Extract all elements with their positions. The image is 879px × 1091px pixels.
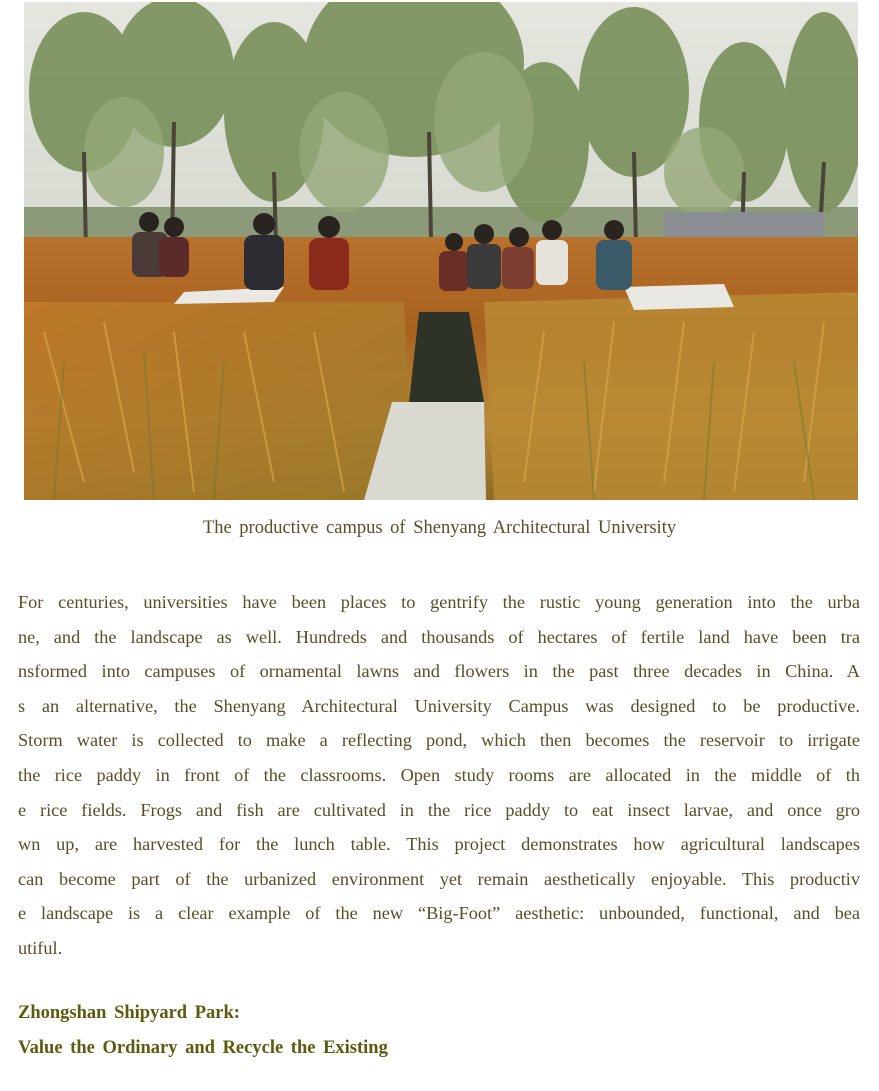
paragraph-line: can become part of the urbanized environment yet remain aesthetically enjoyable. This productiv [18, 868, 860, 889]
body-paragraph [18, 585, 860, 966]
rice-paddy-campus-photo [24, 2, 858, 500]
paragraph-line: For centuries, universities have been places to gentrify the rustic young generation into the urba [18, 592, 860, 612]
paragraph-line: utiful. [18, 937, 63, 958]
campus-photo [24, 2, 858, 500]
paragraph-line: wn up, are harvested for the lunch table. This project demonstrates how agricultural landscapes [18, 834, 860, 855]
paragraph-line: e landscape is a clear example of the new “Big-Foot” aesthetic: unbounded, functional, and bea [18, 903, 860, 924]
figure-caption: The productive campus of Shenyang Architectural University [202, 518, 677, 538]
paragraph-line: s an alternative, the Shenyang Architectural University Campus was designed to be productive. [18, 695, 860, 716]
section-heading-title: Zhongshan Shipyard Park: [18, 1003, 240, 1023]
paragraph-line: e rice fields. Frogs and fish are cultivated in the rice paddy to eat insect larvae, and once gro [18, 799, 860, 820]
paragraph-line: the rice paddy in front of the classrooms. Open study rooms are allocated in the middle of th [18, 764, 860, 785]
paragraph-line: nsformed into campuses of ornamental lawns and flowers in the past three decades in China. A [18, 661, 860, 682]
section-heading-subtitle: Value the Ordinary and Recycle the Existing [18, 1038, 388, 1058]
paragraph-line: Storm water is collected to make a reflecting pond, which then becomes the reservoir to irrigate [18, 730, 860, 751]
paragraph-line: ne, and the landscape as well. Hundreds and thousands of hectares of fertile land have been tra [18, 626, 860, 647]
